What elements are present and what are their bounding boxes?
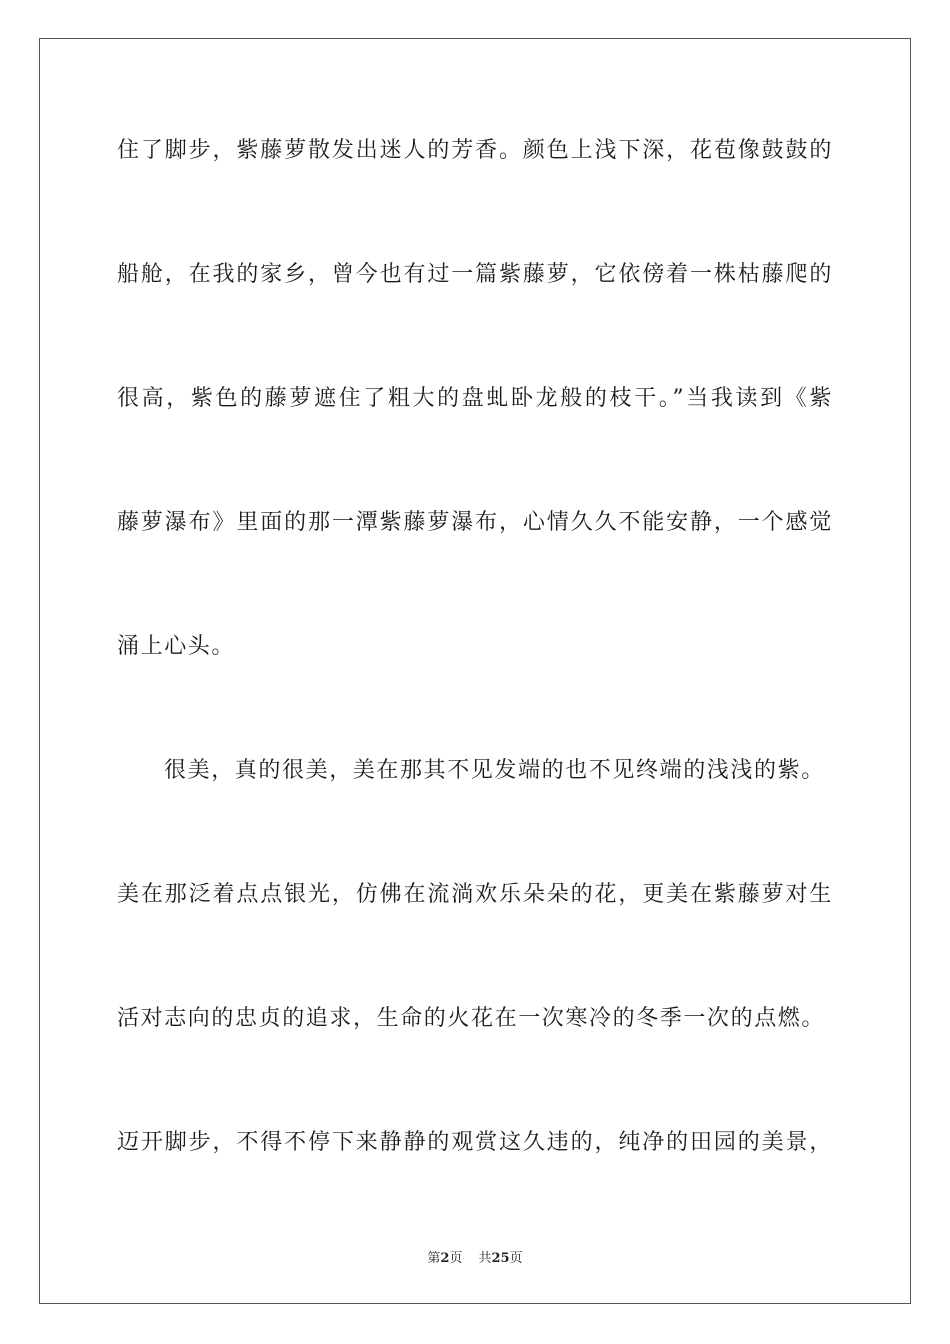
total-pages: 25 <box>491 1251 510 1266</box>
text-line-2: 船舱，在我的家乡，曾今也有过一篇紫藤萝，它依傍着一株枯藤爬的 <box>117 262 833 287</box>
text-line-6: 很美，真的很美，美在那其不见发端的也不见终端的浅浅的紫。 <box>164 758 825 783</box>
total-prefix: 共 <box>478 1251 492 1266</box>
page-number: 2 <box>440 1251 450 1266</box>
text-line-9: 迈开脚步，不得不停下来静静的观赏这久违的，纯净的田园的美景， <box>117 1130 833 1155</box>
text-line-3: 很高，紫色的藤萝遮住了粗大的盘虬卧龙般的枝干。”当我读到《紫 <box>117 386 833 411</box>
text-line-8: 活对志向的忠贞的追求，生命的火花在一次寒冷的冬季一次的点燃。 <box>117 1006 826 1031</box>
page-suffix: 页 <box>449 1251 463 1266</box>
page-footer <box>0 1247 950 1266</box>
total-suffix: 页 <box>509 1251 523 1266</box>
page-border <box>39 38 911 1304</box>
text-line-5: 涌上心头。 <box>117 634 236 659</box>
page-prefix: 第 <box>427 1251 441 1266</box>
text-line-1: 住了脚步，紫藤萝散发出迷人的芳香。颜色上浅下深，花苞像鼓鼓的 <box>117 138 833 163</box>
text-line-4: 藤萝瀑布》里面的那一潭紫藤萝瀑布，心情久久不能安静，一个感觉 <box>117 510 833 535</box>
text-line-7: 美在那泛着点点银光，仿佛在流淌欢乐朵朵的花，更美在紫藤萝对生 <box>117 882 833 907</box>
